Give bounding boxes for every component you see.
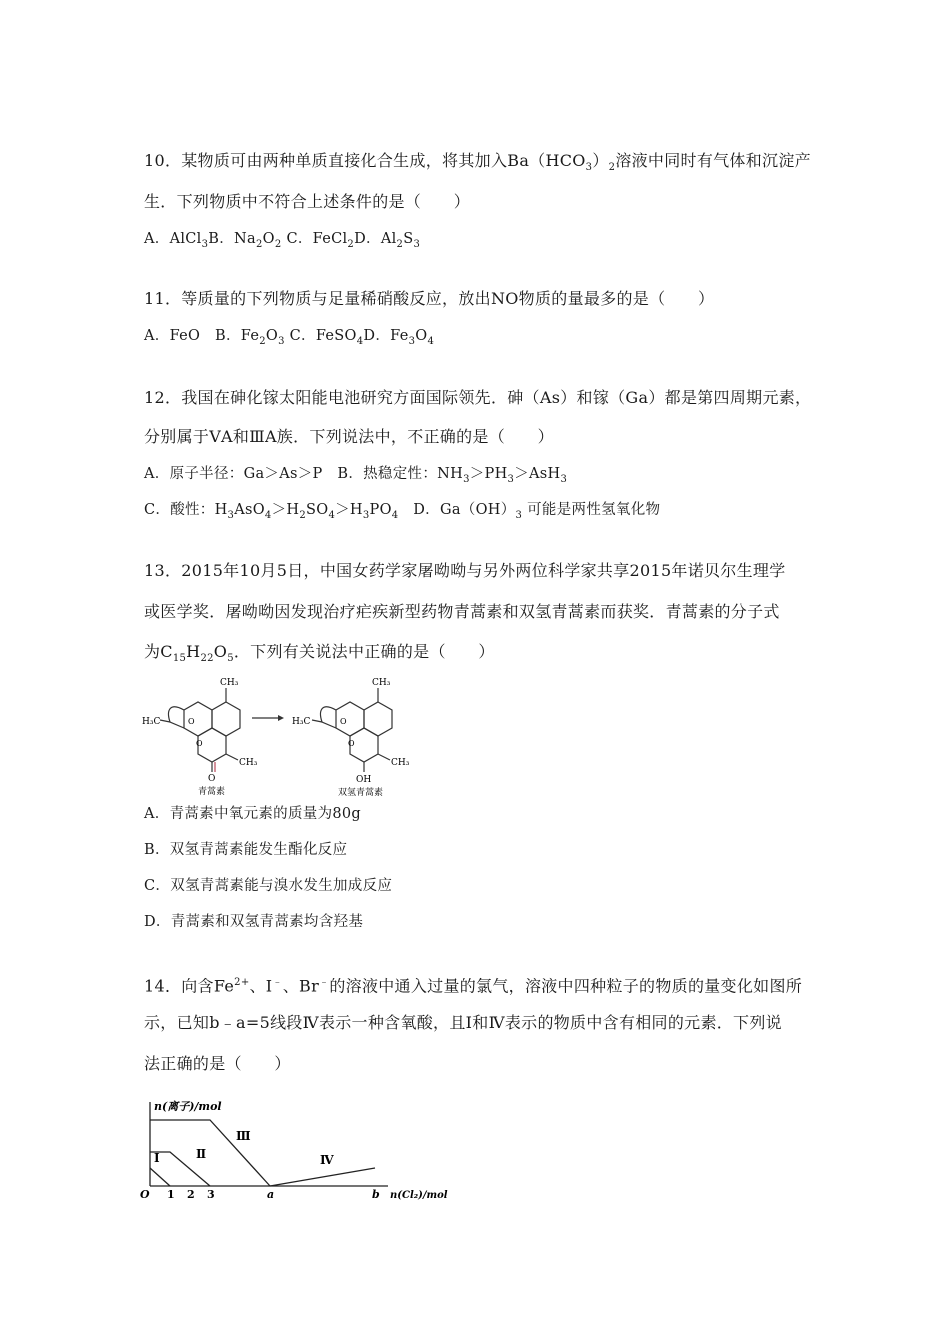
- carbonyl-o: O: [208, 774, 216, 784]
- series-line-1: [150, 1168, 170, 1186]
- q13-stem-line1: 13．2015年10月5日，中国女药学家屠呦呦与另外两位科学家共享2015年诺贝尔生理学: [144, 561, 786, 580]
- q12-stem-line1: 12．我国在砷化镓太阳能电池研究方面国际领先．砷（As）和镓（Ga）都是第四周期元素，: [144, 388, 812, 407]
- ion-amount-chart: [138, 1096, 448, 1204]
- x-tick-label: 3: [207, 1188, 215, 1201]
- q13-option-b: B．双氢青蒿素能发生酯化反应: [144, 842, 348, 858]
- dihydroartemisinin-molecule: [312, 688, 392, 772]
- q13-option-a: A．青蒿素中氧元素的质量为80g: [144, 806, 362, 822]
- q14-stem-line3: 法正确的是（ ）: [144, 1054, 291, 1073]
- q13-option-c: C．双氢青蒿素能与溴水发生加成反应: [144, 878, 393, 894]
- q14-stem-line2: 示，已知b﹣a=5线段Ⅳ表示一种含氧酸，且Ⅰ和Ⅳ表示的物质中含有相同的元素．下列说: [144, 1013, 782, 1032]
- structure-svg: [140, 676, 420, 800]
- x-tick-label: b: [372, 1188, 380, 1201]
- q13-stem-line3: 为$C_{15}H_{22}O_5$．下列有关说法中正确的是（ ）: [144, 642, 495, 665]
- oh-label: OH: [356, 775, 372, 785]
- artemisinin-molecule: [160, 688, 240, 772]
- ch3-top-right: CH₃: [372, 678, 391, 688]
- q11-stem: 11．等质量的下列物质与足量稀硝酸反应，放出NO物质的量最多的是（ ）: [144, 289, 715, 308]
- o-label-2: O: [196, 739, 203, 748]
- q13-option-d: D．青蒿素和双氢青蒿素均含羟基: [144, 914, 364, 930]
- series-label-1: Ⅰ: [154, 1151, 160, 1165]
- ch3-bottom-right: CH₃: [391, 758, 410, 768]
- series-label-2: Ⅱ: [196, 1147, 207, 1161]
- q14-stem-line1: 14．向含$Fe^{2+}$、I﹣、Br﹣的溶液中通入过量的氯气，溶液中四种粒子的物质的量变化如图所: [144, 976, 803, 996]
- h3c-left: H₃C: [142, 717, 161, 727]
- reaction-arrowhead: [278, 715, 284, 721]
- x-tick-label: a: [267, 1188, 275, 1201]
- series-line-3: [150, 1120, 270, 1186]
- x-tick-label: 1: [167, 1188, 175, 1201]
- o-label-1: O: [188, 717, 195, 726]
- q12-options-cd: C．酸性：$H_3AsO_4>H_2SO_4>H_3PO_4$ D．$Ga(OH)_3$ 可能是两性氢氧化物: [144, 502, 661, 521]
- y-axis-label: n(离子)/mol: [154, 1100, 222, 1113]
- q10-stem-line2: 生．下列物质中不符合上述条件的是（ ）: [144, 192, 471, 211]
- qinghaosu-name: 青蒿素: [198, 787, 226, 797]
- chart-svg: [138, 1096, 448, 1204]
- series-label-3: Ⅲ: [236, 1129, 251, 1143]
- o-label-4: O: [348, 739, 355, 748]
- q12-stem-line2: 分别属于ⅤA和ⅢA族．下列说法中，不正确的是（ ）: [144, 427, 554, 446]
- x-axis-label: n(Cl₂)/mol: [390, 1190, 448, 1201]
- o-label-3: O: [340, 717, 347, 726]
- chart-series-group: [150, 1120, 375, 1186]
- series-label-4: Ⅳ: [320, 1153, 334, 1167]
- ch3-bottom-left: CH₃: [239, 758, 258, 768]
- ch3-top-left: CH₃: [220, 678, 239, 688]
- q10-options: A．AlCl$_3$B．$Na_2O_2$ C．FeCl$_2$D．$Al_2S_3$: [144, 231, 421, 250]
- q12-options-ab: A．原子半径：Ga＞As＞P B．热稳定性：$NH_3>PH_3>AsH_3$: [144, 466, 568, 485]
- q11-options: A．FeO B．$Fe_2O_3$ C．FeSO$_4$D．$Fe_3O_4$: [144, 328, 435, 347]
- q13-stem-line2: 或医学奖．屠呦呦因发现治疗疟疾新型药物青蒿素和双氢青蒿素而获奖．青蒿素的分子式: [144, 602, 780, 621]
- chart-ticks-group: [167, 1188, 380, 1201]
- origin-label: O: [140, 1188, 150, 1201]
- shuangqing-name: 双氢青蒿素: [338, 788, 384, 798]
- h3c-right: H₃C: [292, 717, 311, 727]
- x-tick-label: 2: [187, 1188, 195, 1201]
- artemisinin-structure-figure: [140, 676, 420, 800]
- series-line-4: [270, 1168, 375, 1186]
- q10-stem-line1: 10．某物质可由两种单质直接化合生成，将其加入$Ba(HCO_3)_2$溶液中同时有气体和沉淀产: [144, 151, 811, 174]
